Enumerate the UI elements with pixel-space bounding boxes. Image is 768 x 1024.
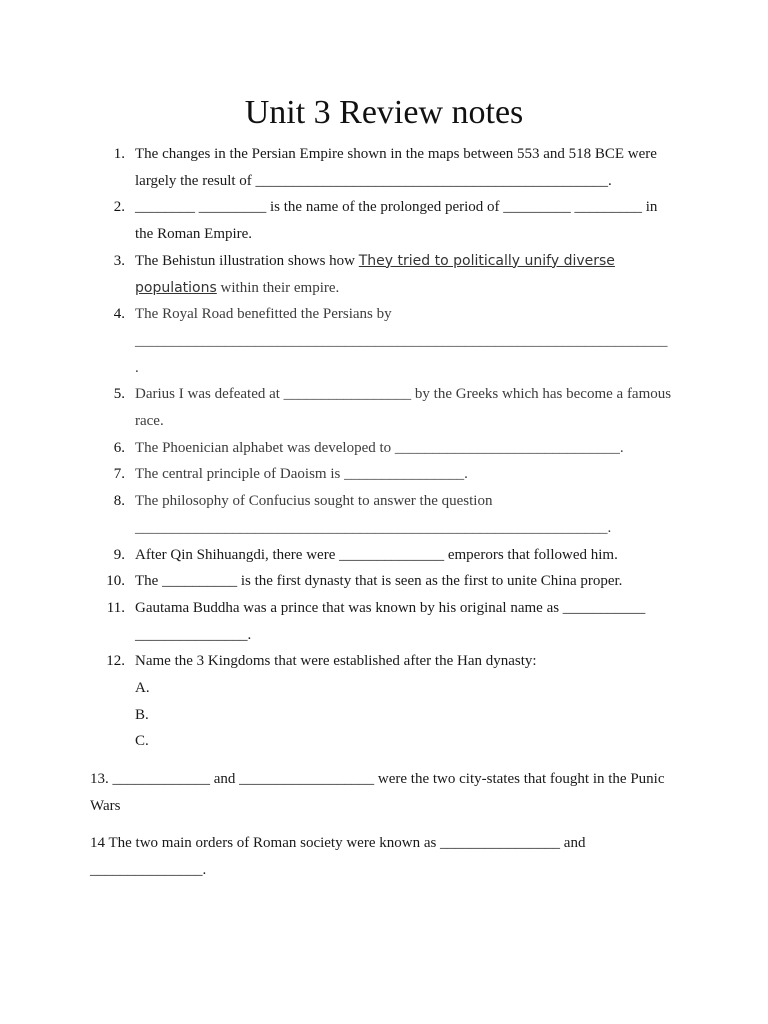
question-text: The central principle of Daoism is ________________. <box>135 466 468 483</box>
question-text: _______________. <box>90 861 207 878</box>
handwritten-answer: populations <box>135 279 217 296</box>
question-number: 2. <box>113 199 125 216</box>
question-number: 9. <box>113 546 125 563</box>
question-9 <box>90 542 690 569</box>
question-text: . <box>135 359 139 376</box>
question-text: Name the 3 Kingdoms that were established after the Han dynasty: <box>135 653 537 670</box>
question-10 <box>90 568 690 595</box>
question-text <box>135 275 690 302</box>
document-title: Unit 3 Review notes <box>244 94 524 131</box>
sub-item-a: A. <box>135 680 150 697</box>
question-7 <box>90 461 690 488</box>
question-text: race. <box>135 413 164 430</box>
question-text-static: within their empire. <box>216 279 340 296</box>
question-13 <box>90 766 680 819</box>
question-list <box>90 141 690 755</box>
question-text: 13. _____________ and __________________ were the two city-states that fought in the Punic <box>90 771 665 787</box>
question-text: Gautama Buddha was a prince that was known by his original name as ___________ <box>135 599 646 616</box>
question-5 <box>90 381 690 434</box>
question-number: 1. <box>113 146 125 162</box>
question-8 <box>90 488 690 541</box>
sub-item-c: C. <box>135 733 149 750</box>
answer-blank: _______________________________________________________________________ <box>135 332 668 349</box>
question-12 <box>90 648 690 675</box>
question-text: the Roman Empire. <box>135 226 253 243</box>
question-text: largely the result of _______________________________________________. <box>135 172 612 189</box>
question-3 <box>90 248 690 301</box>
question-text-static: The Behistun illustration shows how <box>135 252 359 269</box>
question-text: The __________ is the first dynasty that is seen as the first to unite China proper. <box>135 573 623 590</box>
question-number: 7. <box>113 466 125 483</box>
question-number: 3. <box>113 252 125 269</box>
question-number: 10. <box>106 573 125 590</box>
question-2 <box>90 194 690 247</box>
question-text: The philosophy of Confucius sought to answer the question <box>135 493 493 510</box>
question-number: 4. <box>113 306 125 323</box>
question-number: 8. <box>113 493 125 510</box>
question-text: Darius I was defeated at _________________ by the Greeks which has become a famous <box>135 386 672 403</box>
question-text <box>135 248 690 275</box>
question-1 <box>90 141 690 194</box>
question-number: 5. <box>113 386 125 403</box>
question-text: The Royal Road benefitted the Persians by <box>135 306 392 323</box>
question-number: 6. <box>113 439 125 456</box>
question-text: The changes in the Persian Empire shown in the maps between 553 and 518 BCE were <box>135 146 657 162</box>
handwritten-answer: They tried to politically unify diverse <box>358 252 615 269</box>
question-text: The Phoenician alphabet was developed to ______________________________. <box>135 439 624 456</box>
question-4 <box>90 301 690 381</box>
sub-item-b: B. <box>135 706 149 723</box>
question-number: 11. <box>106 599 125 616</box>
question-text: _______________. <box>135 626 252 643</box>
question-text: 14 The two main orders of Roman society were known as ________________ and <box>90 835 586 851</box>
question-11 <box>90 595 690 648</box>
question-6 <box>90 435 690 462</box>
question-text: Wars <box>90 797 121 814</box>
question-text: ________ _________ is the name of the prolonged period of _________ _________ in <box>135 199 658 216</box>
question-14 <box>90 830 680 883</box>
answer-blank: _______________________________________________________________. <box>135 519 612 536</box>
question-text: After Qin Shihuangdi, there were ______________ emperors that followed him. <box>135 546 618 563</box>
question-number: 12. <box>106 653 125 670</box>
